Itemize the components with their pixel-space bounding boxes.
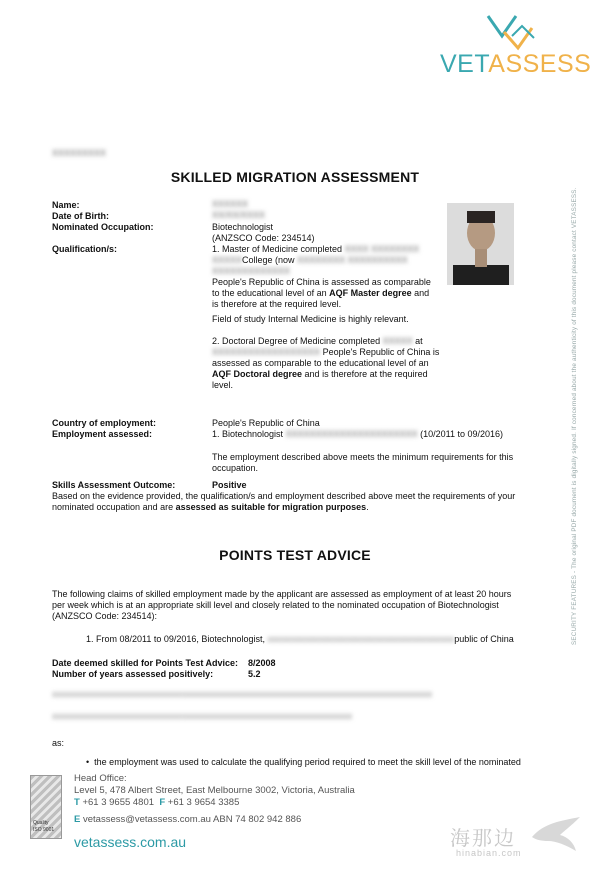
applicant-photo xyxy=(447,203,514,285)
q1-line2-hidden-pre: XXXXX xyxy=(212,255,243,265)
website-link[interactable]: vetassess.com.au xyxy=(74,834,187,850)
points-item xyxy=(86,634,514,644)
email-letter: E xyxy=(74,814,81,825)
q2-line1-tail: at xyxy=(415,336,423,346)
points-line2: per week which is at an appropriate skill level and closely related to the nominated occupation of Biotechnologist xyxy=(52,600,499,610)
employment-assessed xyxy=(212,429,503,439)
q1-line5: is therefore at the required level. xyxy=(212,299,342,309)
q2-line4-tail: and is therefore at the required xyxy=(304,369,428,379)
years-label: Number of years assessed positively: xyxy=(52,669,214,679)
points-title: POINTS TEST ADVICE xyxy=(219,547,371,563)
employment-dates: (10/2011 to 09/2016) xyxy=(420,429,504,439)
points-item-hidden: XXXXXXXXXXXXXXXXXXXXXXXXXXXXXXXXXXXXXXXX xyxy=(267,637,455,644)
outcome-line1: Based on the evidence provided, the qualification/s and employment described above meet the requirements of your xyxy=(52,491,516,501)
qualification-2 xyxy=(212,336,447,391)
q2-line3: assessed as comparable to the educational level of an xyxy=(212,358,429,368)
security-side-note: SECURITY FEATURES - The original PDF document is digitally signed. If concerned about the authenticity of this document please contact VETASSESS. xyxy=(571,187,578,645)
q1-line4: to the educational level of an xyxy=(212,288,327,298)
watermark-bird-icon xyxy=(530,815,582,855)
outcome-value: Positive xyxy=(212,480,247,490)
years-value: 5.2 xyxy=(248,669,261,679)
employment-assessed-value: 1. Biotechnologist xyxy=(212,429,284,439)
outcome-end: . xyxy=(366,502,369,512)
name-label: Name: xyxy=(52,200,80,210)
head-office-label: Head Office: xyxy=(74,773,127,784)
q2-line1-hidden: XXXXX xyxy=(382,336,413,346)
points-paragraph xyxy=(52,589,511,622)
watermark-en: hinabian.com xyxy=(456,848,522,858)
q1-line1-hidden: XXXX XXXXXXXX xyxy=(344,244,420,254)
dob-value: XX/XX/XXXX xyxy=(212,210,266,220)
watermark-cn: 海那边 xyxy=(450,828,516,850)
country-label: Country of employment: xyxy=(52,418,157,428)
q1-line3: People's Republic of China is assessed as comparable xyxy=(212,277,431,287)
head-office-address: Level 5, 478 Albert Street, East Melbourne 3002, Victoria, Australia xyxy=(74,785,355,796)
date-deemed-value: 8/2008 xyxy=(248,658,276,668)
person-silhouette-icon xyxy=(447,203,514,285)
employment-assessed-label: Employment assessed: xyxy=(52,429,153,439)
points-item-end: public of China xyxy=(454,634,514,644)
logo-text-vet: VET xyxy=(440,50,489,78)
employment-note-line2: occupation. xyxy=(212,463,259,473)
name-value: XXXXXX xyxy=(212,199,249,209)
fax-letter: F xyxy=(159,797,166,808)
outcome-bold: assessed as suitable for migration purposes xyxy=(175,502,367,512)
q1-line2: College (now xyxy=(242,255,295,265)
q2-line2-hidden: XXXXXXXXXXXXXXXXXX xyxy=(212,347,321,357)
iso-label: ISO 9001 xyxy=(33,827,55,833)
footer-office xyxy=(74,773,355,826)
email-abn: vetassess@vetassess.com.au ABN 74 802 942 886 xyxy=(82,814,302,825)
qualification-1 xyxy=(212,244,447,310)
page-title: SKILLED MIGRATION ASSESSMENT xyxy=(170,169,420,185)
logo-mark-icon xyxy=(482,10,542,52)
q2-degree: AQF Doctoral degree xyxy=(212,369,303,379)
q1-line3-hidden: XXXXXXXXXXXXX xyxy=(212,266,291,276)
occupation-label: Nominated Occupation: xyxy=(52,222,154,232)
bullet-text: the employment was used to calculate the qualifying period required to meet the skill level of the nominated xyxy=(94,757,521,767)
occupation-code: (ANZSCO Code: 234514) xyxy=(212,233,315,243)
reference-number: XXXXXXXXX xyxy=(52,148,107,158)
points-line3: (ANZSCO Code: 234514): xyxy=(52,611,158,621)
as-label: as: xyxy=(52,738,65,748)
bullet-item xyxy=(86,757,521,767)
quality-badge xyxy=(30,775,62,839)
employment-assessed-hidden: XXXXXXXXXXXXXXXXXXXXXX xyxy=(285,429,418,439)
occupation-value: Biotechnologist xyxy=(212,222,274,232)
country-value: People's Republic of China xyxy=(212,418,320,428)
q1-line1: 1. Master of Medicine completed xyxy=(212,244,343,254)
q1-line2-hidden: XXXXXXXX XXXXXXXXXX xyxy=(297,255,408,265)
dob-label: Date of Birth: xyxy=(52,211,109,221)
q1-degree: AQF Master degree xyxy=(329,288,412,298)
quality-label: Quality xyxy=(33,820,49,826)
outcome-label: Skills Assessment Outcome: xyxy=(52,480,176,490)
bullet-icon: • xyxy=(86,757,90,767)
q1-line4-tail: and xyxy=(414,288,430,298)
vetassess-logo xyxy=(440,10,592,82)
tel-number: +61 3 9655 4801 xyxy=(82,797,155,808)
q2-line5: level. xyxy=(212,380,234,390)
q2-line2: People's Republic of China is xyxy=(322,347,440,357)
tel-letter: T xyxy=(74,797,80,808)
logo-text-assess: ASSESS xyxy=(488,50,592,78)
outcome-text xyxy=(52,491,515,513)
hidden-paragraph-1: XXXXXXXXXXXXXXXXXXXXXXXXXXXXXXXXXXXXXXXXXXXXXXXXXXXXXXXXXXXXXXXXXXXXXXXXXXXX xyxy=(52,690,433,699)
qualification-label: Qualification/s: xyxy=(52,244,118,254)
date-deemed-label: Date deemed skilled for Points Test Advice: xyxy=(52,658,239,668)
employment-note-line1: The employment described above meets the minimum requirements for this xyxy=(212,452,514,462)
fax-number: +61 3 9654 3385 xyxy=(167,797,240,808)
q2-line1: 2. Doctoral Degree of Medicine completed xyxy=(212,336,381,346)
outcome-line2: nominated occupation and are xyxy=(52,502,174,512)
hidden-paragraph-2: XXXXXXXXXXXXXXXXXXXXXXXXXXXXXXXXXXXXXXXXXXXXXXXXXXXXXXXXXXXX xyxy=(52,712,353,721)
points-line1: The following claims of skilled employment made by the applicant are assessed as employment of at least 20 hours xyxy=(52,589,512,599)
points-item-start: 1. From 08/2011 to 09/2016, Biotechnologist, xyxy=(86,634,265,644)
field-of-study: Field of study Internal Medicine is highly relevant. xyxy=(212,314,409,324)
employment-note xyxy=(212,452,513,474)
